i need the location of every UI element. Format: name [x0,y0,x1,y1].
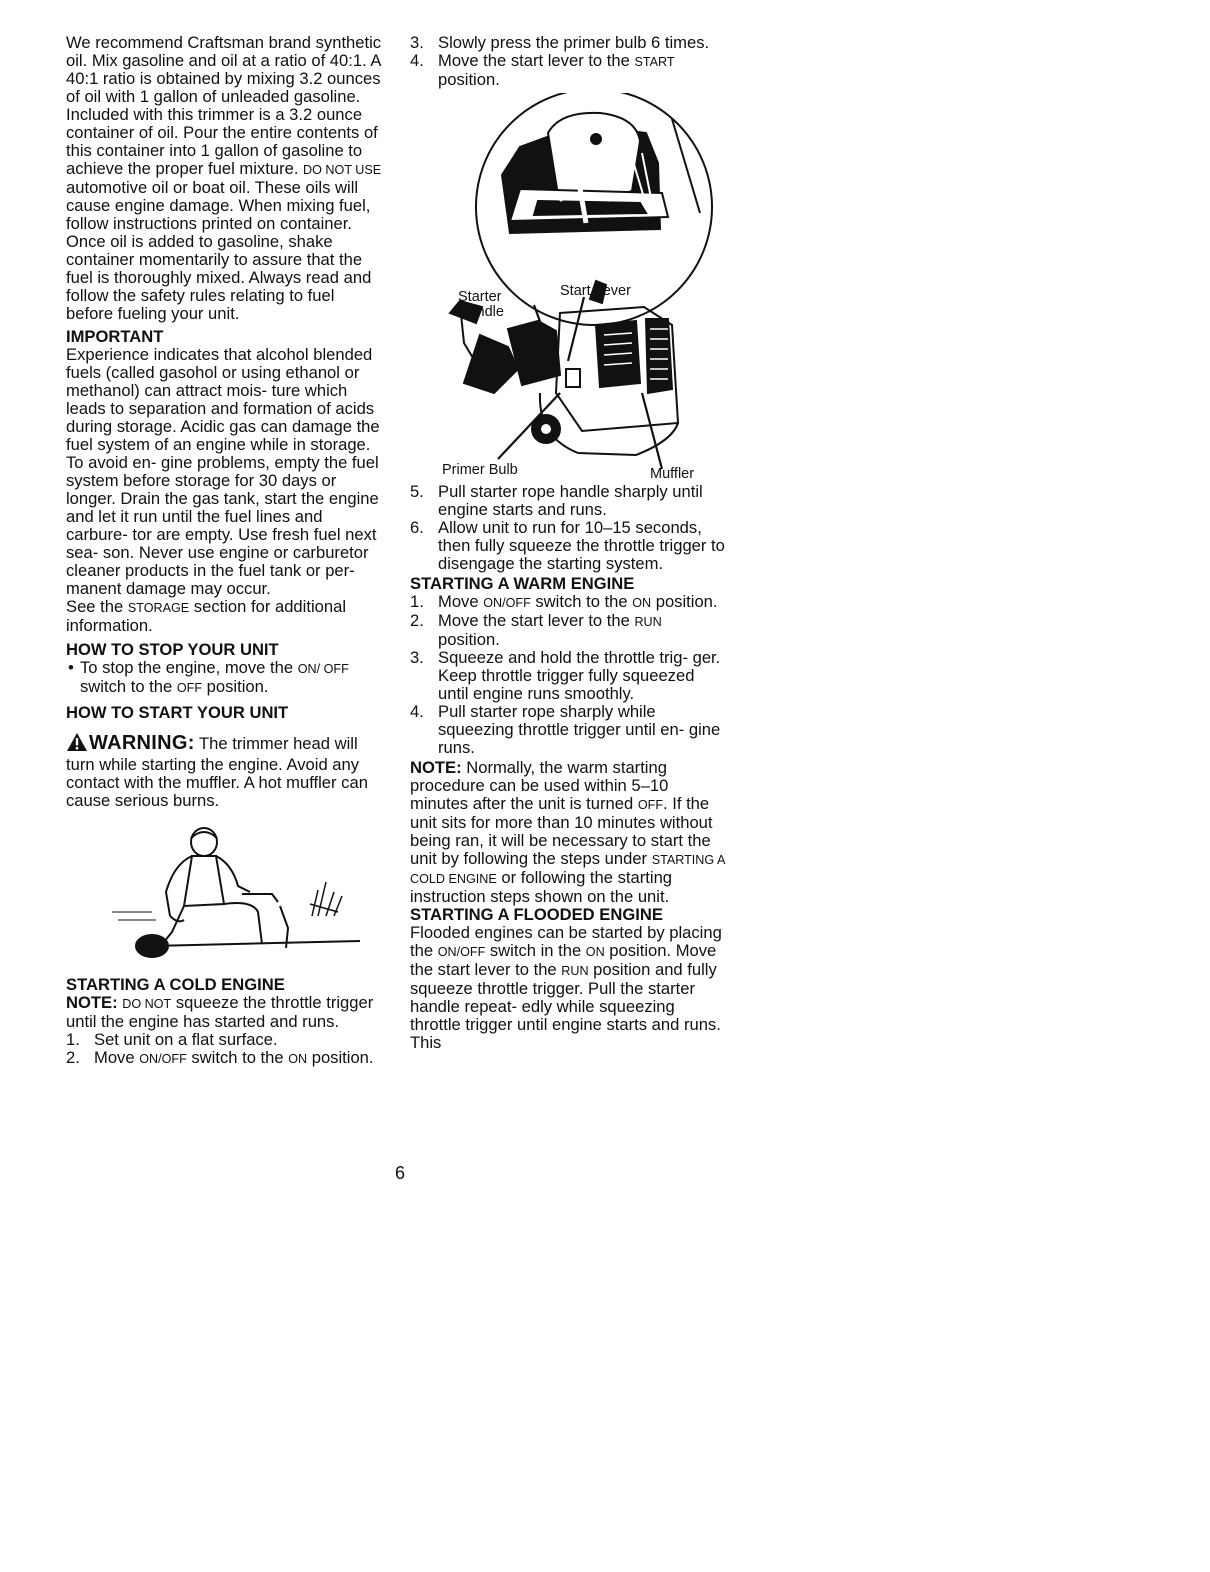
start-unit-heading: HOW TO START YOUR UNIT [66,703,289,722]
small-caps-term: RUN [561,964,589,978]
step-text: Slowly press the primer bulb 6 times. [438,33,710,52]
list-item [410,519,728,573]
cold-engine-heading: STARTING A COLD ENGINE [66,975,285,994]
list-item [410,483,728,519]
list-item [410,34,728,52]
engine-controls-figure [410,93,730,482]
page-number: 6 [395,1163,406,1183]
small-caps-term: ON/OFF [437,945,486,959]
step-text: Move ON/OFF switch to the ON position. [94,1048,374,1067]
step-number: 6. [410,518,424,537]
storage-reference-paragraph: See the STORAGE section for additional information. [66,597,347,635]
step-number: 1. [66,1030,80,1049]
important-paragraph: Experience indicates that alcohol blended fuels (called gasohol or using ethanol or methanol) can attract mois- ture which leads to separation and formation of acids during storage. Acidic gas can damage the fuel system of an engine while in storage. To avoid en- gine problems, empty the fuel system before storage for 30 days or longer. Drain the gas tank, start the engine and let it run until the fuel lines and carbure- tor are empty. Use fresh fuel next sea- son. Never use engine or carburetor cleaner products in the fuel tank or per- manent damage may occur. [66,345,380,598]
warm-engine-heading: STARTING A WARM ENGINE [410,574,635,593]
step-text: Move the start lever to the RUN position. [438,611,662,649]
list-item [410,703,728,757]
operator-starting-illustration [112,820,362,960]
bullet-mark: • [68,658,74,677]
stop-unit-text: To stop the engine, move the ON/ OFF switch to the OFF position. [80,658,349,696]
step-number: 4. [410,51,424,70]
stop-unit-bullet [66,659,382,697]
small-caps-term: ON [288,1052,308,1066]
warning-text: The trimmer head will turn while starting the engine. Avoid any contact with the muffler. A hot muffler can cause serious burns. [66,734,368,810]
fuel-mix-paragraph: We recommend Craftsman brand synthetic oil. Mix gasoline and oil at a ratio of 40:1. A 40:1 ratio is obtained by mixing 3.2 ounces of oil with 1 gallon of unleaded gasoline. Included with this trimmer is a 3.2 ounce container of oil. Pour the entire contents of this container into 1 gallon of gasoline to achieve the proper fuel mixture. DO NOT USE automotive oil or boat oil. These oils will cause engine damage. When mixing fuel, follow instructions printed on container. Once oil is added to gasoline, shake container momentarily to assure that the fuel is thoroughly mixed. Always read and follow the safety rules relating to fuel before fueling your unit. [66,33,382,323]
step-text: Set unit on a flat surface. [94,1030,278,1049]
primer-bulb-label: Primer Bulb [442,462,518,478]
step-text: Move ON/OFF switch to the ON position. [438,592,718,611]
step-text: Pull starter rope sharply while squeezing throttle trigger until en- gine runs. [438,702,721,757]
flooded-engine-heading: STARTING A FLOODED ENGINE [410,905,663,924]
cold-engine-steps [66,1031,382,1068]
step-number: 5. [410,482,424,501]
step-text: Pull starter rope handle sharply until engine starts and runs. [438,482,703,519]
small-caps-term: DO NOT [122,997,172,1011]
stop-unit-heading: HOW TO STOP YOUR UNIT [66,640,279,659]
step-number: 4. [410,702,424,721]
step-number: 3. [410,648,424,667]
warm-engine-note-text: Normally, the warm starting procedure can be used within 5–10 minutes after the unit is turned OFF. If the unit sits for more than 10 minutes without being ran, it will be necessary to start the unit by following the steps under STARTING A COLD ENGINE or following the starting instruction steps shown on the unit. [410,758,725,906]
cold-engine-note-text: DO NOT squeeze the throttle trigger until the engine has started and runs. [66,993,374,1031]
small-caps-term: ON/OFF [483,596,531,610]
small-caps-term: ON [585,945,605,959]
list-item [410,593,728,612]
small-caps-term: RUN [634,615,662,629]
small-caps-term: ON [632,596,652,610]
cold-engine-note [66,994,382,1031]
left-column [66,34,382,1068]
warning-block [66,732,382,810]
important-heading: IMPORTANT [66,327,164,346]
step-number: 2. [66,1048,80,1067]
muffler-label: Muffler [650,466,695,482]
step-text: Squeeze and hold the throttle trig- ger. Keep throttle trigger fully squeezed until engine runs smoothly. [438,648,721,703]
list-item [66,1031,382,1049]
small-caps-term: STARTING A COLD ENGINE [410,853,725,886]
cold-engine-steps-continued [410,34,728,89]
small-caps-term: ON/OFF [139,1052,187,1066]
step-number: 3. [410,33,424,52]
small-caps-term: START [634,55,675,69]
small-caps-term: OFF [637,798,664,812]
start-lever-label: Start Lever [560,283,631,299]
right-column [410,34,728,1052]
list-item [410,612,728,649]
note-label: NOTE: [66,993,118,1012]
step-text: Allow unit to run for 10–15 seconds, then fully squeeze the throttle trigger to disengage the starting system. [438,518,725,573]
small-caps-term: DO NOT USE [303,163,382,177]
list-item [410,52,728,89]
warm-engine-note [410,759,728,906]
warning-triangle-icon [66,732,88,756]
cold-engine-steps-final [410,483,728,573]
small-caps-term: OFF [176,681,203,695]
flooded-engine-paragraph: Flooded engines can be started by placing the ON/OFF switch in the ON position. Move the start lever to the RUN position and fully squeeze throttle trigger. Pull the starter handle repeat- edly while squeezing throttle trigger until engine starts and runs. This [410,923,722,1052]
warm-engine-steps [410,593,728,757]
starter-handle-label: Starter Handle [458,289,504,320]
note-label: NOTE: [410,758,462,777]
step-number: 1. [410,592,424,611]
warning-title: WARNING: [89,732,195,754]
small-caps-term: STORAGE [127,601,190,615]
list-item [410,649,728,703]
small-caps-term: ON/ OFF [297,662,349,676]
list-item [66,1049,382,1068]
step-text: Move the start lever to the START position. [438,51,675,89]
step-number: 2. [410,611,424,630]
